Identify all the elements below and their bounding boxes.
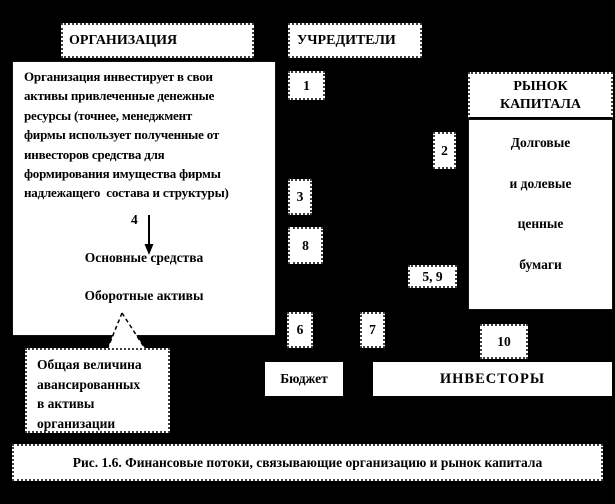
callout-line: организации (37, 415, 116, 431)
securities-line: Долговые (510, 135, 571, 150)
capital-market-box (468, 72, 613, 119)
capital-market-title-line: КАПИТАЛА (500, 96, 581, 112)
description-line: инвесторов средства для (24, 146, 165, 162)
description-line: фирмы использует полученные от (24, 127, 220, 143)
flow-4-arrow (131, 213, 155, 255)
flow-box-3: 3 (288, 179, 312, 215)
securities-line: и долевые (509, 175, 572, 191)
flow-box-6: 6 (287, 312, 313, 348)
capital-market-securities-box (468, 119, 613, 310)
description-line: ресурсы (точнее, менеджмент (24, 107, 193, 123)
founders-box: УЧРЕДИТЕЛИ (288, 23, 422, 58)
description-line: формирования имущества фирмы (24, 166, 221, 182)
total-advanced-callout-box (25, 348, 170, 433)
organization-description (13, 62, 275, 203)
flow-box-2: 2 (433, 132, 456, 169)
flow-box-10: 10 (480, 324, 528, 359)
organization-box: ОРГАНИЗАЦИЯ (61, 23, 254, 58)
securities-line: ценные (517, 216, 564, 232)
description-line: надлежащего состава и структуры) (24, 185, 229, 201)
flow-box-5-9: 5, 9 (408, 265, 457, 288)
callout-line: в активы (37, 396, 95, 411)
callout-line: авансированных (37, 376, 141, 392)
fixed-assets-label: Основные средства (84, 250, 204, 265)
organization-description-box (12, 61, 276, 336)
description-line: активы привлеченные денежные (24, 88, 215, 104)
flow-4-label: 4 (131, 212, 138, 227)
investors-box: ИНВЕСТОРЫ (373, 362, 612, 396)
capital-market-title-line: РЫНОК (513, 78, 568, 94)
flow-box-1: 1 (288, 71, 325, 100)
figure-caption: Рис. 1.6. Финансовые потоки, связывающие организацию и рынок капитала (12, 444, 603, 481)
callout-line: Общая величина (37, 357, 142, 372)
flow-box-7: 7 (360, 312, 385, 348)
description-line: Организация инвестирует в свои (24, 69, 213, 84)
flow-box-8: 8 (288, 227, 323, 264)
down-arrow-icon (143, 215, 155, 255)
current-assets-label: Оборотные активы (84, 288, 204, 303)
securities-line: бумаги (519, 256, 562, 272)
budget-box: Бюджет (265, 362, 343, 396)
